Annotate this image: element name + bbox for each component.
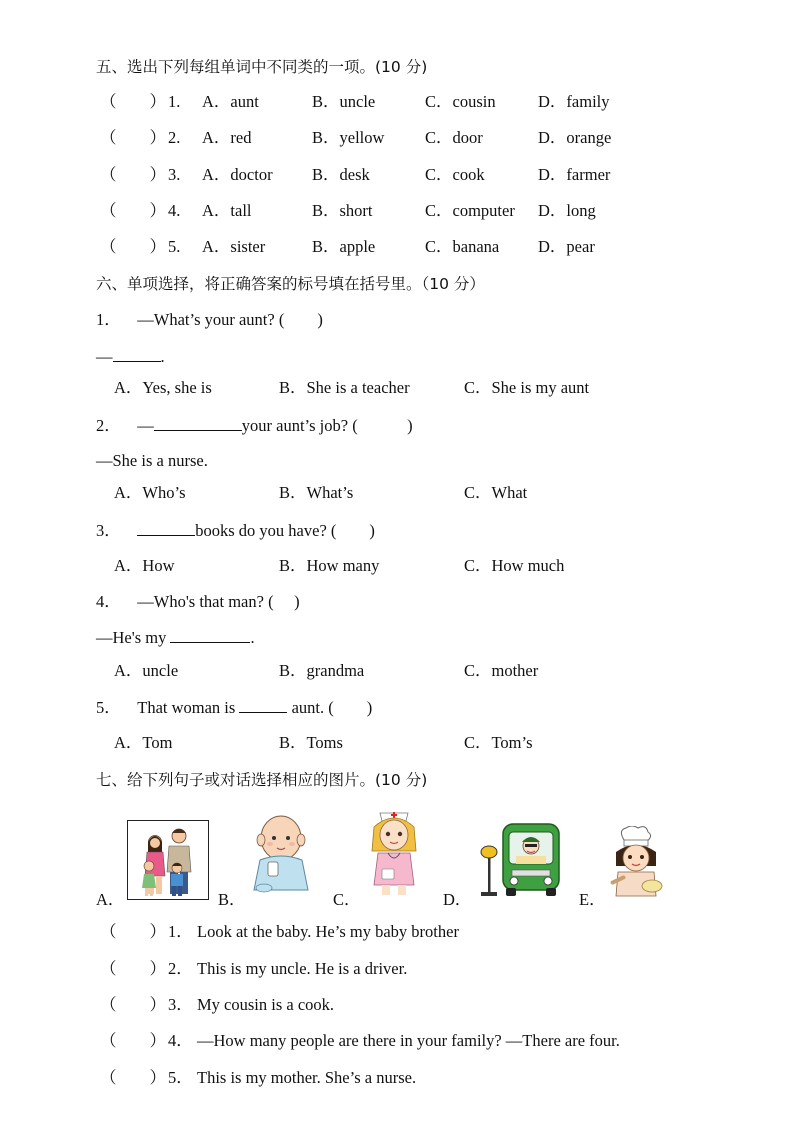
answer-paren[interactable]: （ ） (100, 165, 166, 184)
s6-q1-stem (96, 309, 323, 331)
option-a: A．How (114, 556, 175, 575)
option-c: C．cook (425, 165, 485, 184)
option-b: B．What’s (279, 483, 354, 502)
question-number: 4． (96, 592, 121, 611)
answer-paren[interactable]: （ ） (100, 1031, 166, 1050)
option-c: C．door (425, 128, 483, 147)
picture-c-label: C． (333, 890, 361, 909)
option-b: B．Toms (279, 733, 343, 752)
option-d: D．farmer (538, 165, 611, 184)
option-d: D．family (538, 92, 610, 111)
option-b: B．short (312, 201, 373, 220)
item-text: My cousin is a cook. (197, 995, 335, 1014)
option-a: A．Who’s (114, 483, 186, 502)
option-b: B．She is a teacher (279, 378, 410, 397)
option-c: C．How much (464, 556, 565, 575)
picture-a-label: A． (96, 890, 125, 909)
option-c: C．banana (425, 237, 500, 256)
item-number: 3． (168, 995, 193, 1014)
option-c: C．What (464, 483, 528, 502)
s7-item-2 (100, 958, 408, 980)
option-a: A．red (202, 128, 252, 147)
option-a: A．sister (202, 237, 266, 256)
option-b: B．uncle (312, 92, 376, 111)
answer-paren[interactable]: （ ） (100, 1068, 166, 1087)
s7-item-1 (100, 921, 459, 943)
item-number: 4． (168, 1031, 193, 1050)
question-text: books do you have? ( ) (195, 521, 375, 540)
item-text: This is my mother. She’s a nurse. (197, 1068, 417, 1087)
question-number: 2. (168, 128, 181, 147)
s6-q4-answer (96, 626, 255, 649)
family-icon (127, 820, 209, 900)
question-text: —What’s your aunt? ( ) (137, 310, 323, 329)
question-number: 4. (168, 201, 181, 220)
option-a: A．doctor (202, 165, 273, 184)
s5-question-2 (100, 127, 612, 149)
option-d: D．orange (538, 128, 612, 147)
cook-icon (604, 826, 666, 898)
option-a: A．tall (202, 201, 252, 220)
s6-q1-answer (96, 345, 165, 368)
answer-prefix: —He's my (96, 628, 171, 647)
question-number: 1． (96, 310, 121, 329)
option-b: B．grandma (279, 661, 365, 680)
item-number: 5． (168, 1068, 193, 1087)
period: . (160, 347, 165, 366)
s6-q4-stem (96, 591, 300, 613)
answer-paren[interactable]: （ ） (100, 959, 166, 978)
item-number: 2． (168, 959, 193, 978)
option-a: A．aunt (202, 92, 259, 111)
answer-blank[interactable] (113, 345, 161, 362)
s7-item-5 (100, 1067, 417, 1089)
picture-b-label: B． (218, 890, 246, 909)
option-a: A．Tom (114, 733, 173, 752)
answer-paren[interactable]: （ ） (100, 201, 166, 220)
s7-item-3 (100, 994, 335, 1016)
answer-blank[interactable] (137, 519, 195, 536)
answer-paren[interactable]: （ ） (100, 995, 166, 1014)
item-text: This is my uncle. He is a driver. (197, 959, 408, 978)
option-a: A．uncle (114, 661, 179, 680)
section6-title: 六、单项选择，将正确答案的标号填在括号里。（10 分） (96, 275, 485, 293)
s5-question-4 (100, 200, 596, 222)
question-number: 3． (96, 521, 121, 540)
question-number: 5． (96, 698, 121, 717)
option-d: D．pear (538, 237, 595, 256)
picture-e-label: E． (579, 890, 606, 909)
option-c: C．Tom’s (464, 733, 533, 752)
s7-item-4 (100, 1030, 620, 1052)
question-number: 1. (168, 92, 181, 111)
s6-q3-stem (96, 519, 375, 542)
answer-blank[interactable] (239, 696, 287, 713)
option-c: C．cousin (425, 92, 496, 111)
dash: — (137, 416, 154, 435)
option-b: B．yellow (312, 128, 385, 147)
answer-paren[interactable]: （ ） (100, 92, 166, 111)
item-text: —How many people are there in your family? —There are four. (197, 1031, 620, 1050)
s6-q2-stem (96, 414, 413, 437)
option-a: A．Yes, she is (114, 378, 212, 397)
s5-question-1 (100, 91, 610, 113)
option-c: C．mother (464, 661, 539, 680)
question-number: 5. (168, 237, 181, 256)
question-number: 3. (168, 165, 181, 184)
option-c: C．computer (425, 201, 515, 220)
s5-question-5 (100, 236, 595, 258)
baby-icon (250, 812, 312, 894)
item-text: Look at the baby. He’s my baby brother (197, 922, 459, 941)
section5-title: 五、选出下列每组单词中不同类的一项。(10 分) (96, 58, 428, 76)
answer-blank[interactable] (170, 626, 250, 643)
question-text: your aunt’s job? ( ) (241, 416, 413, 435)
s6-q2-answer: —She is a nurse. (96, 451, 208, 470)
option-b: B．desk (312, 165, 370, 184)
answer-paren[interactable]: （ ） (100, 237, 166, 256)
s6-q5-stem (96, 696, 372, 719)
question-text: —Who's that man? ( ) (137, 592, 300, 611)
s5-question-3 (100, 164, 611, 186)
option-b: B．How many (279, 556, 380, 575)
nurse-icon (366, 805, 422, 897)
answer-blank[interactable] (154, 414, 242, 431)
question-number: 2． (96, 416, 121, 435)
answer-paren[interactable]: （ ） (100, 922, 166, 941)
answer-paren[interactable]: （ ） (100, 128, 166, 147)
question-text: aunt. ( ) (287, 698, 373, 717)
question-text: That woman is (137, 698, 240, 717)
item-number: 1． (168, 922, 193, 941)
option-d: D．long (538, 201, 596, 220)
section7-title: 七、给下列句子或对话选择相应的图片。(10 分) (96, 771, 428, 789)
dash: — (96, 347, 113, 366)
period: . (250, 628, 255, 647)
option-c: C．She is my aunt (464, 378, 590, 397)
bus-driver-icon (476, 820, 562, 898)
option-b: B．apple (312, 237, 376, 256)
picture-d-label: D． (443, 890, 472, 909)
